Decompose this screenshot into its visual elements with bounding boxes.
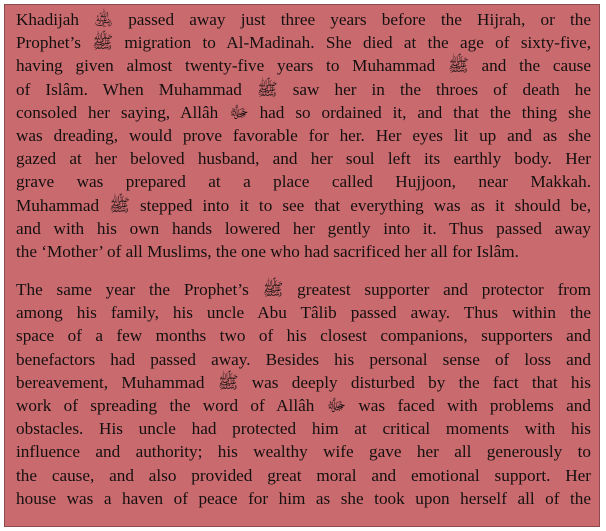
text-line: space of a few months two of his closest companions, supporters and [16,326,591,346]
text-line: benefactors had passed away. Besides his personal sense of loss and [16,349,591,369]
text-line: obstacles. His uncle had protected him at critical moments with his [16,419,591,439]
text-line: grave was prepared at a place called Hujjoon, near Makkah. [16,172,591,192]
text-line: consoled her saying, Allâh ﷻ had so ordained it, and that the thing she [16,102,591,122]
text-line: influence and authority; his wealthy wife gave her all generously to [16,442,591,462]
text-line: Prophet’s ﷺ migration to Al-Madinah. She died at the age of sixty-five, [16,33,591,53]
text-line: the ‘Mother’ of all Muslims, the one who had sacrificed her all for Islâm. [16,241,519,261]
text-line: the cause, and also provided great moral and emotional support. Her [16,465,591,485]
paragraph-abu-talib-death [16,278,591,510]
text-line: gazed at her beloved husband, and her soul left its earthly body. Her [16,149,591,169]
text-line: Muhammad ﷺ stepped into it to see that everything was as it should be, [16,195,591,215]
text-line: The same year the Prophet’s ﷺ greatest supporter and protector from [16,280,591,299]
text-line: of Islâm. When Muhammad ﷺ saw her in the throes of death he [16,79,591,99]
text-line: bereavement, Muhammad ﷺ was deeply disturbed by the fact that his [16,372,591,392]
document-page [4,4,600,527]
paragraph-khadijah-death [16,8,591,263]
text-line: house was a haven of peace for him as she took upon herself all of the [16,488,591,508]
text-line: having given almost twenty-five years to Muhammad ﷺ and the cause [16,56,591,76]
text-line: Khadijah ﵁ passed away just three years before the Hijrah, or the [16,10,591,29]
text-line: and with his own hands lowered her gently into it. Thus passed away [16,218,591,238]
text-line: among his family, his uncle Abu Tâlib passed away. Thus within the [16,303,591,323]
text-line: was dreading, would prove favorable for her. Her eyes lit up and as she [16,125,591,145]
text-line: work of spreading the word of Allâh ﷻ was faced with problems and [16,395,591,415]
